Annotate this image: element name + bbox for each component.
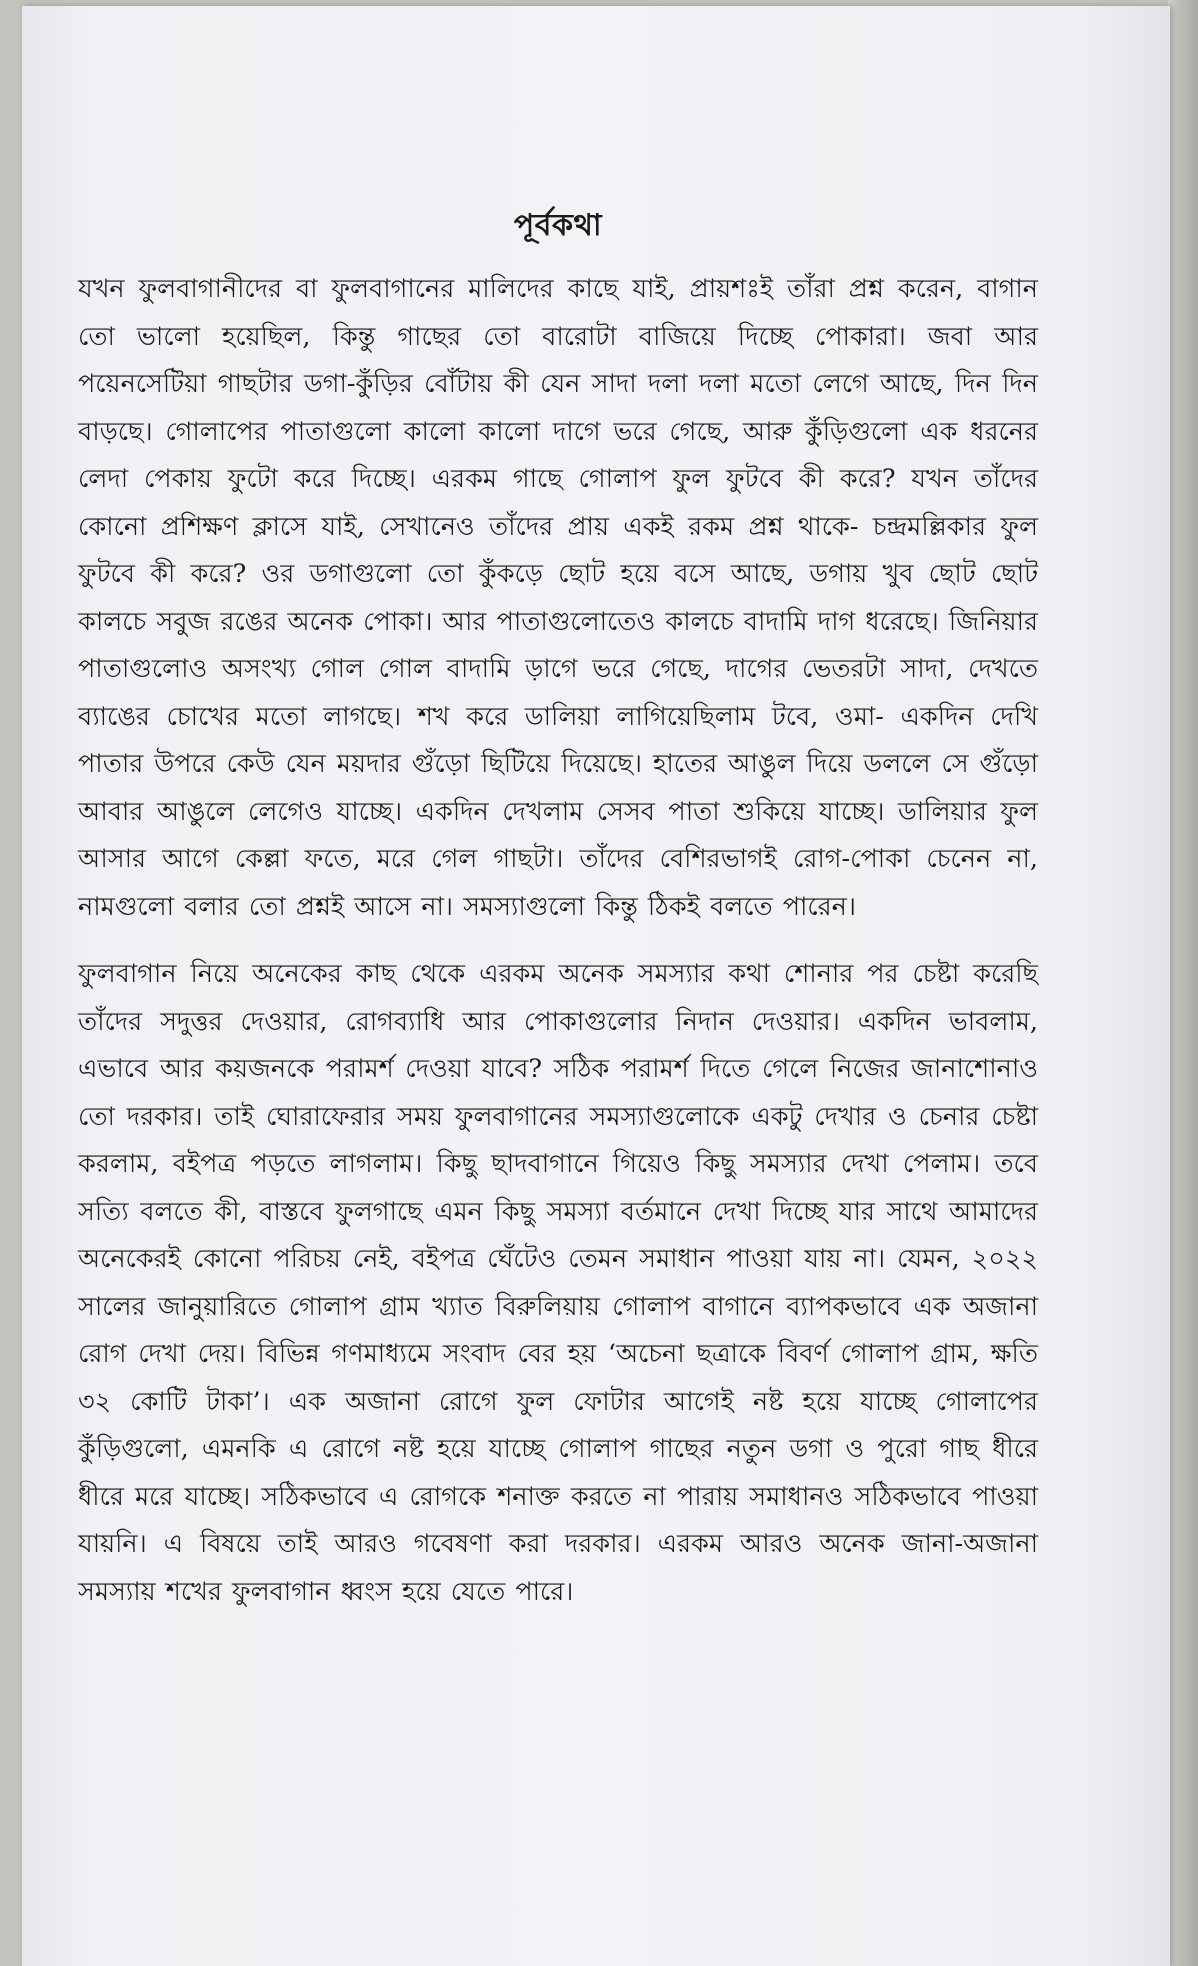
book-page <box>22 6 1170 1966</box>
paragraph-2: ফুলবাগান নিয়ে অনেকের কাছ থেকে এরকম অনেক সমস্যার কথা শোনার পর চেষ্টা করেছি তাঁদের সদুত্তর দেওয়ার, রোগব্যাধি আর পোকাগুলোর নিদান দেওয়ার। একদিন ভাবলাম, এভাবে আর কয়জনকে পরামর্শ দেওয়া যাবে? সঠিক পরামর্শ দিতে গেলে নিজের জানাশোনাও তো দরকার। তাই ঘোরাফেরার সময় ফুলবাগানের সমস্যাগুলোকে একটু দেখার ও চেনার চেষ্টা করলাম, বইপত্র পড়তে লাগলাম। কিছু ছাদবাগানে গিয়েও কিছু সমস্যার দেখা পেলাম। তবে সত্যি বলতে কী, বাস্তবে ফুলগাছে এমন কিছু সমস্যা বর্তমানে দেখা দিচ্ছে যার সাথে আমাদের অনেকেরই কোনো পরিচয় নেই, বইপত্র ঘেঁটেও তেমন সমাধান পাওয়া যায় না। যেমন, ২০২২ সালের জানুয়ারিতে গোলাপ গ্রাম খ্যাত বিরুলিয়ায় গোলাপ বাগানে ব্যাপকভাবে এক অজানা রোগ দেখা দেয়। বিভিন্ন গণমাধ্যমে সংবাদ বের হয় ‘অচেনা ছত্রাকে বিবর্ণ গোলাপ গ্রাম, ক্ষতি ৩২ কোটি টাকা’। এক অজানা রোগে ফুল ফোটার আগেই নষ্ট হয়ে যাচ্ছে গোলাপের কুঁড়িগুলো, এমনকি এ রোগে নষ্ট হয়ে যাচ্ছে গোলাপ গাছের নতুন ডগা ও পুরো গাছ ধীরে ধীরে মরে যাচ্ছে। সঠিকভাবে এ রোগকে শনাক্ত করতে না পারায় সমাধানও সঠিকভাবে পাওয়া যায়নি। এ বিষয়ে তাই আরও গবেষণা করা দরকার। এরকম আরও অনেক জানা-অজানা সমস্যায় শখের ফুলবাগান ধ্বংস হয়ে যেতে পারে। <box>78 959 1038 1607</box>
page-edge <box>1168 0 1198 1966</box>
paragraph-1: যখন ফুলবাগানীদের বা ফুলবাগানের মালিদের কাছে যাই, প্রায়শঃই তাঁরা প্রশ্ন করেন, বাগান তো ভালো হয়েছিল, কিন্তু গাছের তো বারোটা বাজিয়ে দিচ্ছে পোকারা। জবা আর পয়েনসেটিয়া গাছটার ডগা-কুঁড়ির বোঁটায় কী যেন সাদা দলা দলা মতো লেগে আছে, দিন দিন বাড়ছে। গোলাপের পাতাগুলো কালো কালো দাগে ভরে গেছে, আরু কুঁড়িগুলো এক ধরনের লেদা পেকায় ফুটো করে দিচ্ছে। এরকম গাছে গোলাপ ফুল ফুটবে কী করে? যখন তাঁদের কোনো প্রশিক্ষণ ক্লাসে যাই, সেখানেও তাঁদের প্রায় একই রকম প্রশ্ন থাকে- চন্দ্রমল্লিকার ফুল ফুটবে কী করে? ওর ডগাগুলো তো কুঁকড়ে ছোট হয়ে বসে আছে, ডগায় খুব ছোট ছোট কালচে সবুজ রঙের অনেক পোকা। আর পাতাগুলোতেও কালচে বাদামি দাগ ধরেছে। জিনিয়ার পাতাগুলোও অসংখ্য গোল গোল বাদামি ড়াগে ভরে গেছে, দাগের ভেতরটা সাদা, দেখতে ব্যাঙের চোখের মতো লাগছে। শখ করে ডালিয়া লাগিয়েছিলাম টবে, ওমা- একদিন দেখি পাতার উপরে কেউ যেন ময়দার গুঁড়ো ছিটিয়ে দিয়েছে। হাতের আঙুল দিয়ে ডললে সে গুঁড়ো আবার আঙুলে লেগেও যাচ্ছে। একদিন দেখলাম সেসব পাতা শুকিয়ে যাচ্ছে। ডালিয়ার ফুল আসার আগে কেল্লা ফতে, মরে গেল গাছটা। তাঁদের বেশিরভাগই রোগ-পোকা চেনেন না, নামগুলো বলার তো প্রশ্নই আসে না। সমস্যাগুলো কিন্তু ঠিকই বলতে পারেন। <box>78 274 1038 922</box>
page-title: পূর্বকথা <box>513 208 603 243</box>
text-block <box>78 201 1038 1616</box>
